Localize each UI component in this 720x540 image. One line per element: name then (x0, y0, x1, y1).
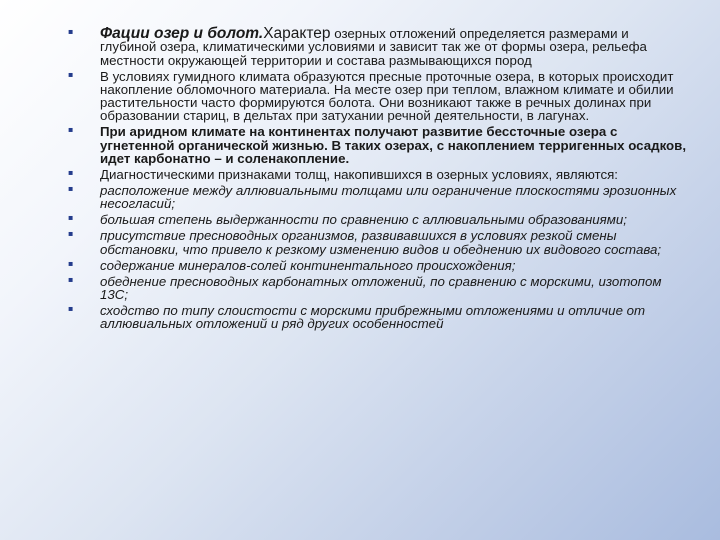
square-bullet-icon: ▪ (68, 213, 74, 223)
bullet-heading-word: Характер (263, 25, 331, 42)
bullet-text: При аридном климате на континентах получают развитие бессточные озера с угнетенной органической жизнью. В таких озерах, с накоплением терригенных осадков, идет карбонатно – и соленакопление. (100, 124, 687, 167)
bullet-text: обеднение пресноводных карбонатных отложений, по сравнению с морскими, изотопом 13С; (100, 273, 662, 302)
list-item (68, 168, 688, 181)
square-bullet-icon: ▪ (68, 27, 74, 36)
bullet-text: большая степень выдержанности по сравнению с аллювиальными образованиями; (100, 212, 627, 228)
square-bullet-icon: ▪ (68, 258, 74, 268)
bullet-list (68, 27, 688, 333)
square-bullet-icon: ▪ (68, 168, 74, 178)
list-item (68, 184, 688, 211)
list-item (68, 304, 688, 331)
bullet-text: озерных отложений определяется размерами и глубиной озера, климатическими условиями и зависит так же от формы озера, рельефа местности окружающей территории и состава размывающихся пород (100, 26, 647, 68)
list-item (68, 275, 688, 302)
bullet-text: В условиях гумидного климата образуются пресные проточные озера, в которых происходит накопление обломочного материала. На месте озер при теплом, влажном климате и обилии растительности часто формируются болота. Они возникают также в речных долинах при образовании стариц, в дельтах при затухании речной деятельности, в лагунах. (100, 68, 674, 124)
bullet-text: присутствие пресноводных организмов, развивавшихся в условиях резкой смены обстановки, что привело к резкому изменению видов и обеднению их видового состава; (100, 228, 662, 257)
list-item (68, 70, 688, 123)
square-bullet-icon: ▪ (68, 274, 74, 284)
list-item (68, 259, 688, 272)
square-bullet-icon: ▪ (68, 229, 74, 239)
bullet-text: сходство по типу слоистости с морскими прибрежными отложениями и отличие от аллювиальных отложений и ряд других особенностей (100, 302, 646, 332)
square-bullet-icon: ▪ (68, 184, 74, 194)
list-item (68, 125, 688, 165)
list-item (68, 229, 688, 256)
square-bullet-icon: ▪ (68, 303, 74, 313)
bullet-text: содержание минералов-солей континентального происхождения; (100, 257, 516, 273)
bullet-heading: Фации озер и болот. (100, 25, 264, 42)
list-item (68, 213, 688, 226)
bullet-text: расположение между аллювиальными толщами или ограничение плоскостями эрозионных несогласий; (100, 183, 677, 212)
list-item (68, 27, 688, 67)
square-bullet-icon: ▪ (68, 125, 74, 135)
square-bullet-icon: ▪ (68, 69, 74, 79)
bullet-text: Диагностическими признаками толщ, накопившихся в озерных условиях, являются: (100, 167, 618, 183)
